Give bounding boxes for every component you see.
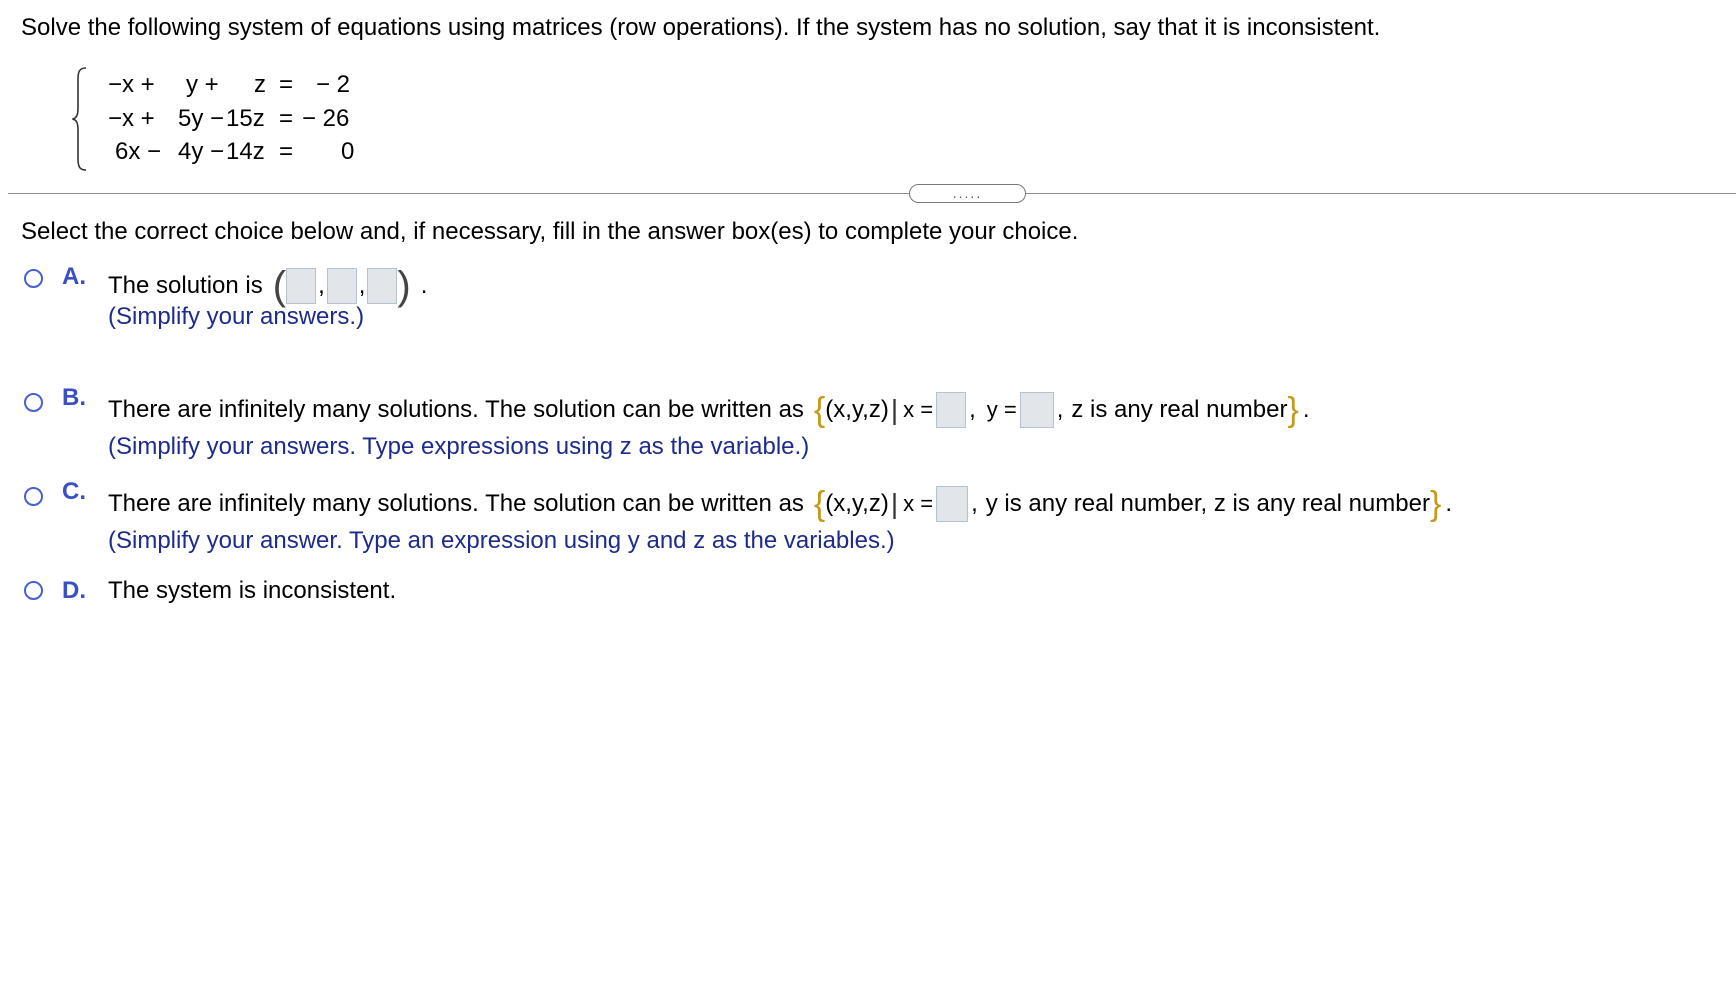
open-paren-icon: (: [272, 264, 287, 308]
set-close-brace: }: [1287, 391, 1299, 429]
show-more-button[interactable]: .....: [909, 184, 1026, 203]
answer-box-a-y[interactable]: [327, 268, 357, 304]
choice-b-radio[interactable]: [24, 393, 43, 412]
choice-b-tail: z is any real number: [1071, 396, 1288, 423]
equation-system: [72, 66, 372, 172]
eq2-x-term: −x +: [108, 105, 155, 132]
choice-c-period: .: [1445, 490, 1452, 517]
choice-a-letter: A.: [62, 263, 86, 290]
choice-d-radio[interactable]: [24, 581, 43, 600]
eq2-rhs: − 26: [302, 105, 350, 132]
section-divider: [8, 193, 1736, 194]
choice-b-hint: (Simplify your answers. Type expressions using z as the variable.): [108, 433, 810, 460]
choice-c-hint: (Simplify your answer. Type an expression using y and z as the variables.): [108, 527, 895, 554]
eq1-y-term: y +: [186, 71, 219, 98]
x-equals-label: x =: [903, 397, 934, 422]
eq3-y-term: 4y −: [178, 138, 225, 165]
eq2-y-term: 5y −: [178, 105, 225, 132]
choice-a-line: [108, 264, 428, 308]
eq1-z-term: z: [254, 71, 266, 98]
set-variables: (x,y,z): [825, 396, 889, 423]
choice-a-radio[interactable]: [24, 269, 43, 288]
choice-d-letter: D.: [62, 577, 86, 604]
close-paren-icon: ): [397, 264, 411, 308]
choice-c-letter: C.: [62, 478, 86, 505]
eq3-z-term: 14z: [226, 138, 265, 165]
answer-box-b-y[interactable]: [1020, 392, 1054, 428]
such-that-bar: |: [890, 394, 899, 425]
left-brace-icon: [72, 66, 88, 172]
comma-separator: ,: [969, 396, 976, 423]
choice-a-hint: (Simplify your answers.): [108, 303, 365, 330]
comma-separator: ,: [318, 272, 325, 299]
choice-a-period: .: [420, 272, 428, 299]
eq1-x-term: −x +: [108, 71, 155, 98]
x-equals-label: x =: [903, 491, 934, 516]
answer-box-c-x[interactable]: [936, 486, 968, 522]
answer-box-a-z[interactable]: [367, 268, 397, 304]
eq3-equals: =: [279, 138, 294, 165]
set-variables: (x,y,z): [825, 490, 889, 517]
eq2-equals: =: [279, 105, 294, 132]
choice-d-text: The system is inconsistent.: [108, 577, 397, 604]
eq1-rhs: − 2: [316, 71, 351, 98]
set-close-brace: }: [1429, 485, 1442, 523]
eq1-equals: =: [279, 71, 294, 98]
comma-separator: ,: [971, 490, 978, 517]
set-open-brace: {: [813, 391, 826, 429]
answer-box-a-x[interactable]: [286, 268, 316, 304]
choice-c-text: There are infinitely many solutions. The solution can be written as: [108, 490, 804, 517]
choice-b-letter: B.: [62, 384, 86, 411]
choice-c-tail: y is any real number, z is any real number: [985, 490, 1430, 517]
comma-separator: ,: [358, 272, 366, 299]
eq2-z-term: 15z: [226, 105, 265, 132]
answer-box-b-x[interactable]: [936, 392, 966, 428]
eq3-x-term: 6x −: [115, 138, 162, 165]
set-open-brace: {: [813, 485, 826, 523]
choice-b-text: There are infinitely many solutions. The solution can be written as: [108, 396, 804, 423]
instruction-text: Select the correct choice below and, if necessary, fill in the answer box(es) to complete your choice.: [21, 218, 1079, 245]
y-equals-label: y =: [986, 397, 1017, 422]
comma-separator: ,: [1056, 396, 1064, 423]
question-text: Solve the following system of equations using matrices (row operations). If the system has no solution, say that it is inconsistent.: [21, 14, 1381, 41]
choice-b-line: [108, 392, 1310, 428]
choice-c-radio[interactable]: [24, 487, 43, 506]
choice-b-period: .: [1302, 396, 1310, 423]
eq3-rhs: 0: [341, 138, 355, 165]
choice-c-line: [108, 486, 1452, 522]
choice-d-line: [108, 575, 396, 607]
such-that-bar: |: [890, 488, 899, 519]
choice-a-text: The solution is: [108, 272, 263, 299]
